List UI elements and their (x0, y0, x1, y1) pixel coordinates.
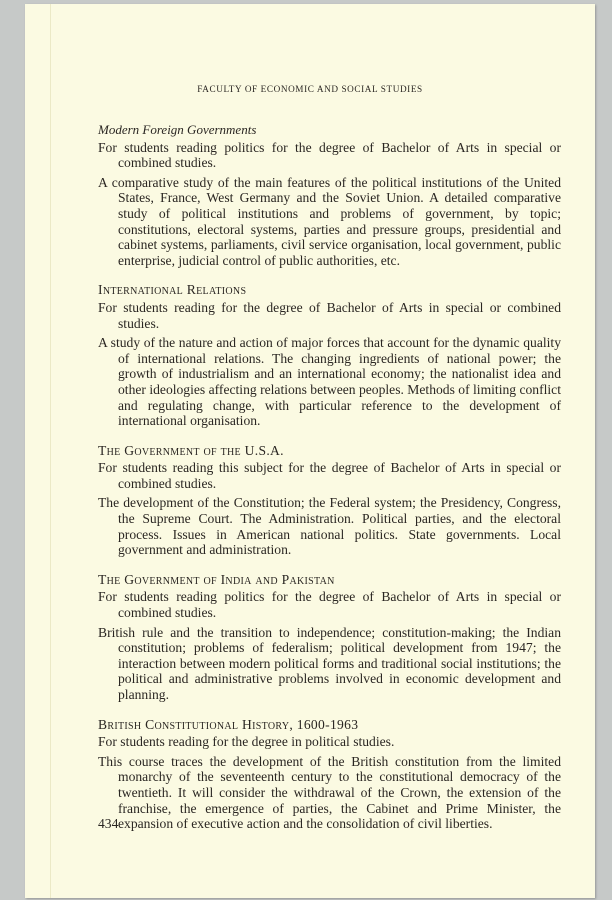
running-head: FACULTY OF ECONOMIC AND SOCIAL STUDIES (197, 84, 423, 94)
course-listing (98, 122, 561, 846)
course-title: International Relations (98, 282, 247, 298)
course-description: A study of the nature and action of major forces that account for the dynamic quality of international relations. The changing ingredients of national power; the growth of industrialism and an international economy; the nationalist idea and other ideologies affecting relations between peoples. Methods of limiting conflict and regulating change, with particular reference to the development of international organisation. (98, 335, 561, 429)
course-title: The Government of India and Pakistan (98, 571, 335, 587)
course-eligibility: For students reading this subject for the degree of Bachelor of Arts in special or combined studies. (98, 460, 561, 491)
course-title: British Constitutional History, 1600-1963 (98, 716, 359, 732)
course-section-international-relations (98, 282, 561, 428)
course-section-government-usa (98, 443, 561, 558)
course-description: The development of the Constitution; the Federal system; the Presidency, Congress, the Supreme Court. The Administration. Political parties, and the electoral process. Issues in American national politics. State governments. Local government and administration. (98, 495, 561, 558)
course-description: British rule and the transition to independence; constitution-making; the Indian constitution; problems of federalism; political development from 1947; the interaction between modern political forms and traditional social institutions; the political and administrative problems involved in economic development and planning. (98, 624, 561, 702)
course-eligibility: For students reading politics for the degree of Bachelor of Arts in special or combined studies. (98, 139, 561, 171)
course-section-british-constitutional-history (98, 717, 561, 832)
course-description: This course traces the development of the British constitution from the limited monarchy of the seventeenth century to the constitutional democracy of the twentieth. It will consider the withdrawal of the Crown, the extension of the franchise, the emergence of parties, the Cabinet and Prime Minister, the expansion of executive action and the consolidation of civil liberties. (98, 753, 561, 832)
course-description: A comparative study of the main features of the political institutions of the United States, France, West Germany and the Soviet Union. A detailed comparative study of political institutions and problems of government, by topic; constitutions, electoral systems, parties and pressure groups, presidential and cabinet systems, parliaments, civil service organisation, local government, public enterprise, judicial control of public authorities, etc. (98, 174, 561, 268)
course-title: Modern Foreign Governments (98, 122, 257, 137)
course-section-modern-foreign-governments (98, 122, 561, 268)
course-eligibility: For students reading for the degree in political studies. (98, 734, 395, 750)
page-number: 434 (98, 816, 119, 831)
course-title: The Government of the U.S.A. (98, 442, 284, 458)
page-sheet (25, 4, 595, 898)
course-section-government-india-pakistan (98, 572, 561, 703)
course-eligibility: For students reading for the degree of Bachelor of Arts in special or combined studies. (98, 299, 561, 331)
course-eligibility: For students reading politics for the degree of Bachelor of Arts in special or combined studies. (98, 589, 561, 621)
